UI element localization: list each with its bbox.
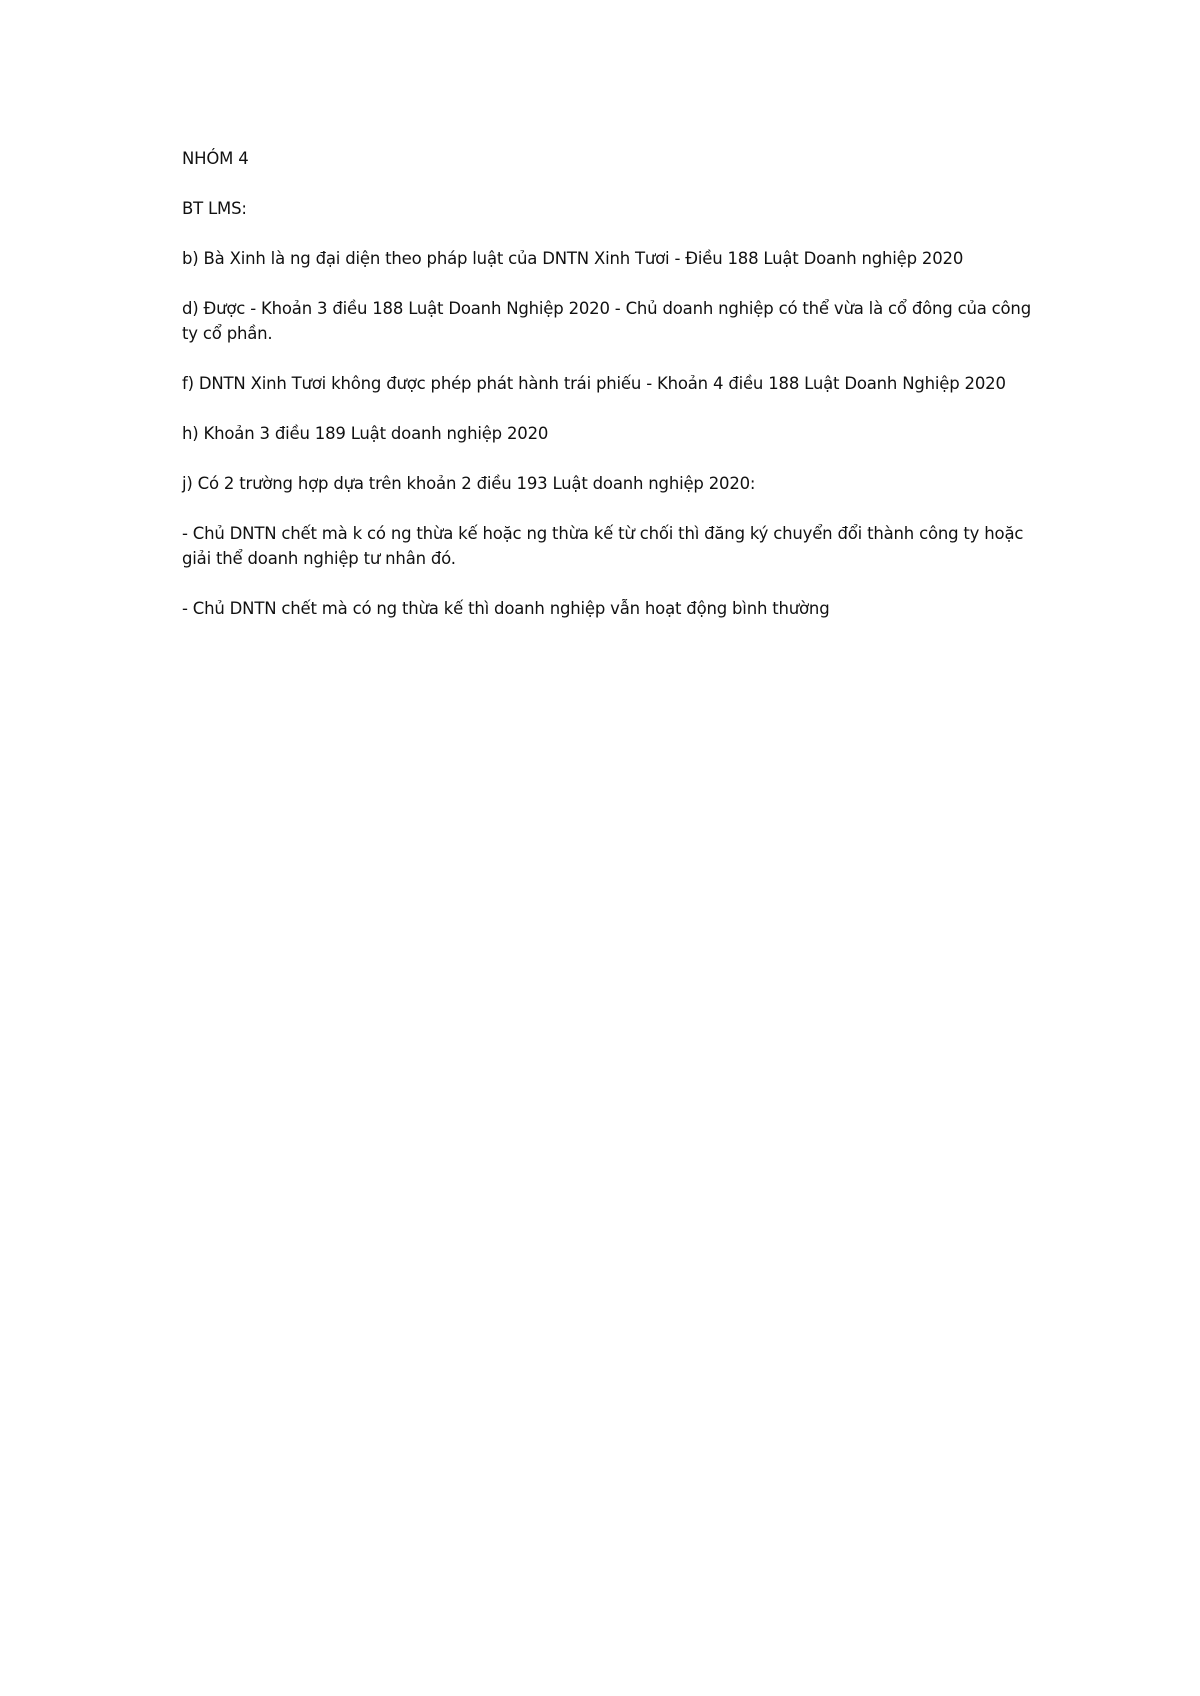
answer-j-case-2: - Chủ DNTN chết mà có ng thừa kế thì doanh nghiệp vẫn hoạt động bình thường (182, 599, 830, 618)
group-heading: NHÓM 4 (182, 149, 249, 168)
answer-j-case-1: - Chủ DNTN chết mà k có ng thừa kế hoặc ng thừa kế từ chối thì đăng ký chuyển đổi thành công ty hoặc giải thể doanh nghiệp tư nhân đó. (182, 524, 1024, 568)
answer-j: j) Có 2 trường hợp dựa trên khoản 2 điều 193 Luật doanh nghiệp 2020: (182, 474, 756, 493)
answer-d: d) Được - Khoản 3 điều 188 Luật Doanh Nghiệp 2020 - Chủ doanh nghiệp có thể vừa là cổ đông của công ty cổ phần. (182, 299, 1031, 343)
answer-f: f) DNTN Xinh Tươi không được phép phát hành trái phiếu - Khoản 4 điều 188 Luật Doanh Nghiệp 2020 (182, 374, 1006, 393)
document-body (182, 146, 1042, 646)
answer-b: b) Bà Xinh là ng đại diện theo pháp luật của DNTN Xinh Tươi - Điều 188 Luật Doanh nghiệp 2020 (182, 249, 964, 268)
assignment-label: BT LMS: (182, 199, 247, 218)
answer-h: h) Khoản 3 điều 189 Luật doanh nghiệp 2020 (182, 424, 549, 443)
